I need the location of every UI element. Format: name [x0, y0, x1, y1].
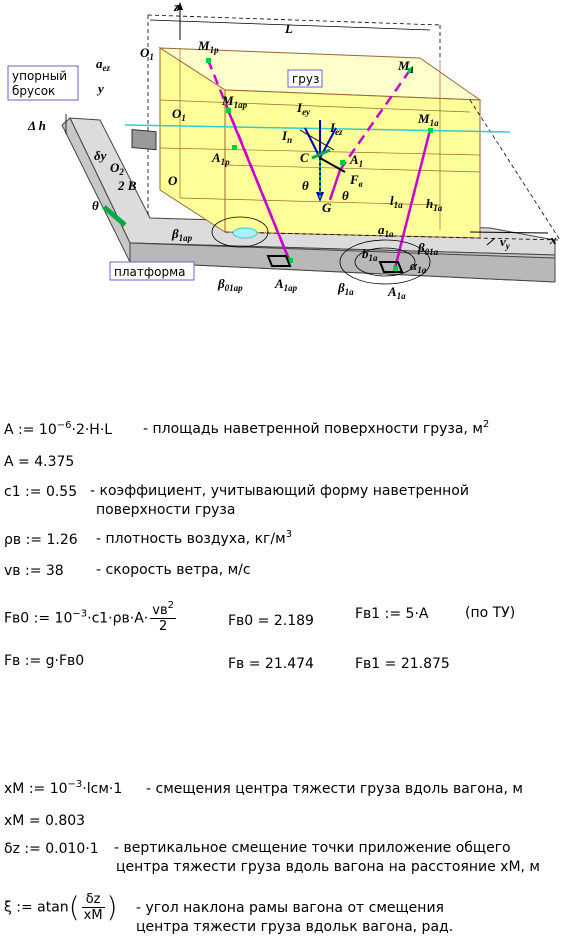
2B-label: 2 B [118, 178, 137, 193]
comment-rho: - плотность воздуха, $кг/м^3$ [96, 529, 293, 547]
value-xM: xM = 0.803 [4, 813, 86, 829]
comment-A: - площадь наветренной поверхности груза, $м^2$ [143, 419, 490, 437]
formula-Fv-definition: Fв := g·Fв0 [4, 653, 85, 669]
stop-bar-label: упорный брусок [12, 69, 68, 98]
stop-bar-block [132, 130, 156, 150]
comment-vv: - скорость ветра, м/с [96, 562, 251, 578]
M1ap-label: $M_{1ap}$ [222, 93, 248, 110]
a1a-label: $a_{1a}$ [378, 222, 394, 239]
C-label: C [300, 150, 309, 165]
alpha1a-label: $\alpha_{1a}$ [410, 258, 427, 275]
value-A: A = 4.375 [4, 454, 75, 470]
beta01a-label: $\beta_{01a}$ [418, 240, 439, 257]
beta01ap-label: $\beta_{01ap}$ [218, 276, 243, 293]
aez-label: $a_{ez}$ [96, 56, 110, 73]
M1p-label: $M_{1p}$ [198, 38, 219, 55]
value-Fv0: Fв0 = 2.189 [228, 613, 314, 629]
comment-dz-line1: - вертикальное смещение точки приложение общего [114, 840, 511, 856]
comment-dz-line2: центра тяжести груза вдоль вагона на расстояние xM, м [116, 859, 540, 875]
formula-dz-definition: δz := 0.010·1 [4, 841, 99, 857]
dh-label: Δ h [28, 118, 46, 133]
formula-A-definition: A := $10^{-6}\cdot 2\cdot H\cdot L$ [4, 420, 113, 438]
vy-label: $v_y$ [500, 234, 510, 251]
theta-left-label: θ [92, 198, 99, 213]
formula-xi-definition: ξ := atan( $\frac{\delta z}{xM}$ ) [4, 890, 118, 924]
O1-top-label: $O_1$ [140, 45, 154, 62]
theta-mid-label: θ [302, 178, 309, 193]
formula-vv-definition: vв := 38 [4, 563, 64, 579]
M1a-label: $M_{1a}$ [418, 111, 439, 128]
z-axis-label: z [174, 0, 180, 14]
beta1a-label: $\beta_{1a}$ [338, 280, 354, 297]
comment-c1-line1: - коэффициент, учитывающий форму наветренной [90, 483, 469, 499]
L-label: L [285, 21, 293, 36]
formula-c1-definition: c1 := 0.55 [4, 484, 78, 500]
value-Fv: Fв = 21.474 [228, 656, 314, 672]
formula-Fv1-definition: Fв1 := 5·A [355, 606, 429, 622]
dy-label: δy [94, 148, 107, 163]
O2-label: $O_2$ [110, 160, 124, 177]
O1-mid-label: $O_1$ [172, 106, 186, 123]
platform-label: платформа [114, 265, 186, 279]
O-label: O [168, 173, 178, 188]
comment-c1-line2: поверхности груза [96, 502, 236, 518]
y-axis-label: y [98, 81, 104, 96]
stop-bar-label-line2: брусок [12, 84, 56, 98]
theta-right-label: θ [342, 188, 349, 203]
A1a-label: $A_{1a}$ [388, 284, 406, 301]
value-Fv1: Fв1 = 21.875 [355, 656, 450, 672]
comment-xi-line2: центра тяжести груза вдольк вагона, рад. [136, 919, 454, 935]
M1-label: $M_1$ [398, 58, 415, 75]
beta1ap-label: $\beta_{1ap}$ [172, 226, 193, 243]
comment-xi-line1: - угол наклона рамы вагона от смещения [136, 900, 444, 916]
comment-xM: - смещения центра тяжести груза вдоль вагона, м [146, 781, 523, 797]
h1a-label: $h_{1a}$ [426, 196, 443, 213]
A1ap-label: $A_{1ap}$ [275, 276, 298, 293]
b1a-label: $b_{1a}$ [362, 246, 378, 263]
G-label: G [322, 200, 332, 215]
cargo-platform-diagram [0, 0, 567, 310]
formula-Fv0-definition: Fв0 := $10^{-3}\cdot c1\cdot\rho в\cdot A\cdot$ $\frac{vв^2}{2}$ [4, 600, 174, 634]
x-axis-label: x [550, 232, 557, 247]
Iey-label: $I_{ey}$ [297, 100, 311, 117]
formula-rho-definition: ρв := 1.26 [4, 532, 78, 548]
A1-label: $A_1$ [350, 152, 364, 169]
cyan-angle-fill [233, 228, 257, 238]
l1a-label: $l_{1a}$ [390, 193, 403, 210]
A1p-label: $A_{1p}$ [212, 150, 230, 167]
cargo-label: груз [292, 72, 320, 86]
Iez-label: $I_{ez}$ [330, 120, 343, 137]
formula-xM-definition: xM := $10^{-3}\cdot lсм\cdot 1$ [4, 779, 123, 797]
Fv-label: $F_в$ [350, 172, 363, 189]
In-label: $I_n$ [282, 128, 293, 145]
note-Fv1: (по ТУ) [465, 605, 516, 621]
